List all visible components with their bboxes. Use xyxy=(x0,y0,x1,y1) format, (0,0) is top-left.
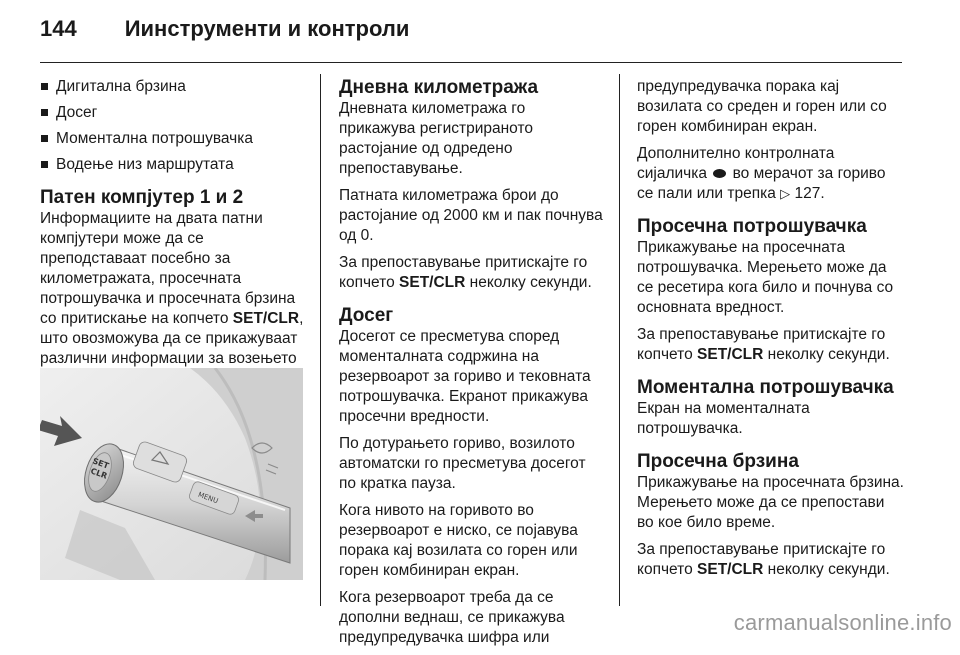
list-item: Моментална потрошувачка xyxy=(40,129,304,149)
watermark: carmanualsonline.info xyxy=(733,610,952,635)
section-heading: Патен компјутер 1 и 2 xyxy=(40,187,244,208)
paragraph: Прикажување на просечната потрошувачка. Мерењето може да се ресетира кога било и почнува со основната вредност. xyxy=(637,239,894,316)
paragraph: Кога резервоарот треба да се дополни веднаш, се прикажува предупредувачка шифра или xyxy=(339,589,565,646)
key-label: SET/CLR xyxy=(697,346,764,363)
page-ref-arrow-icon: ▷ xyxy=(780,186,791,201)
set-label: SET xyxy=(91,456,111,471)
page-number: 144 xyxy=(40,16,77,41)
paragraph: Информациите на двата патни компјутери може да се преподставаат посебно за километражата, просечната потрошувачка и просечната брзина со притискање на копчето SET/CLR, што овозможува да се прикажуваат различни информации за возењето xyxy=(40,210,304,367)
paragraph: Дополнително контролната сијаличка во мерачот за гориво се пали или трепка ▷ 127. xyxy=(637,145,886,202)
column-divider-2 xyxy=(619,74,620,606)
paragraph: За препоставување притискајте го копчето SET/CLR неколку секунди. xyxy=(339,254,592,291)
paragraph: Дневната километража го прикажува регистрираното растојание од одредено препоставување. xyxy=(339,100,533,177)
section-range-continued xyxy=(637,77,905,204)
list-item: Дигитална брзина xyxy=(40,77,304,97)
paragraph: По дотурањето гориво, возилото автоматски го пресметува досегот по кратка пауза. xyxy=(339,435,586,492)
stalk-illustration xyxy=(40,368,303,580)
paragraph: предупредувачка порака кај возилата со среден и горен или со горен комбиниран екран. xyxy=(637,78,887,135)
feature-list xyxy=(40,77,304,175)
column-1 xyxy=(40,77,304,396)
paragraph: За препоставување притискајте го копчето SET/CLR неколку секунди. xyxy=(637,541,890,578)
page-ref[interactable]: 127. xyxy=(794,185,825,202)
paragraph: Прикажување на просечната брзина. Мерењето може да се препостави во кое било време. xyxy=(637,474,904,531)
key-label: SET/CLR xyxy=(232,310,300,327)
header-divider xyxy=(40,62,902,63)
key-label: SET/CLR xyxy=(399,274,466,291)
section-range xyxy=(339,305,605,648)
section-average-consumption xyxy=(637,216,905,365)
section-instant-consumption xyxy=(637,377,905,439)
section-heading: Просечна потрошувачка xyxy=(637,216,867,237)
section-trip-computer xyxy=(40,187,304,389)
paragraph: Кога нивото на горивото во резервоарот е ниско, се појавува порака кај возилата со горен или горен комбиниран екран. xyxy=(339,502,578,579)
menu-label: MENU xyxy=(196,490,220,506)
list-item: Досег xyxy=(40,103,304,123)
clr-label: CLR xyxy=(89,466,109,481)
paragraph: Патната километража брои до растојание од 2000 км и пак почнува од 0. xyxy=(339,187,603,244)
page-title: Иинструменти и контроли xyxy=(124,16,410,41)
column-2 xyxy=(339,77,605,655)
list-item: Водење низ маршрутата xyxy=(40,155,304,175)
section-average-speed xyxy=(637,451,905,580)
section-daily-odometer xyxy=(339,77,605,293)
section-heading: Досег xyxy=(339,305,394,326)
section-heading: Просечна брзина xyxy=(637,451,799,472)
warning-lamp-icon xyxy=(713,169,726,178)
paragraph: Екран на моменталната потрошувачка. xyxy=(637,400,810,437)
section-heading: Моментална потрошувачка xyxy=(637,377,894,398)
key-label: SET/CLR xyxy=(697,561,764,578)
paragraph: За препоставување притискајте го копчето SET/CLR неколку секунди. xyxy=(637,326,890,363)
column-3 xyxy=(637,77,905,587)
section-heading: Дневна километража xyxy=(339,77,539,98)
column-divider-1 xyxy=(320,74,321,606)
stalk-drawing xyxy=(40,368,303,580)
paragraph: Досегот се пресметува според моменталната содржина на резервоарот за гориво и тековната потрошувачка. Екранот прикажува просечни вредности. xyxy=(339,328,591,425)
page-header xyxy=(40,16,409,56)
